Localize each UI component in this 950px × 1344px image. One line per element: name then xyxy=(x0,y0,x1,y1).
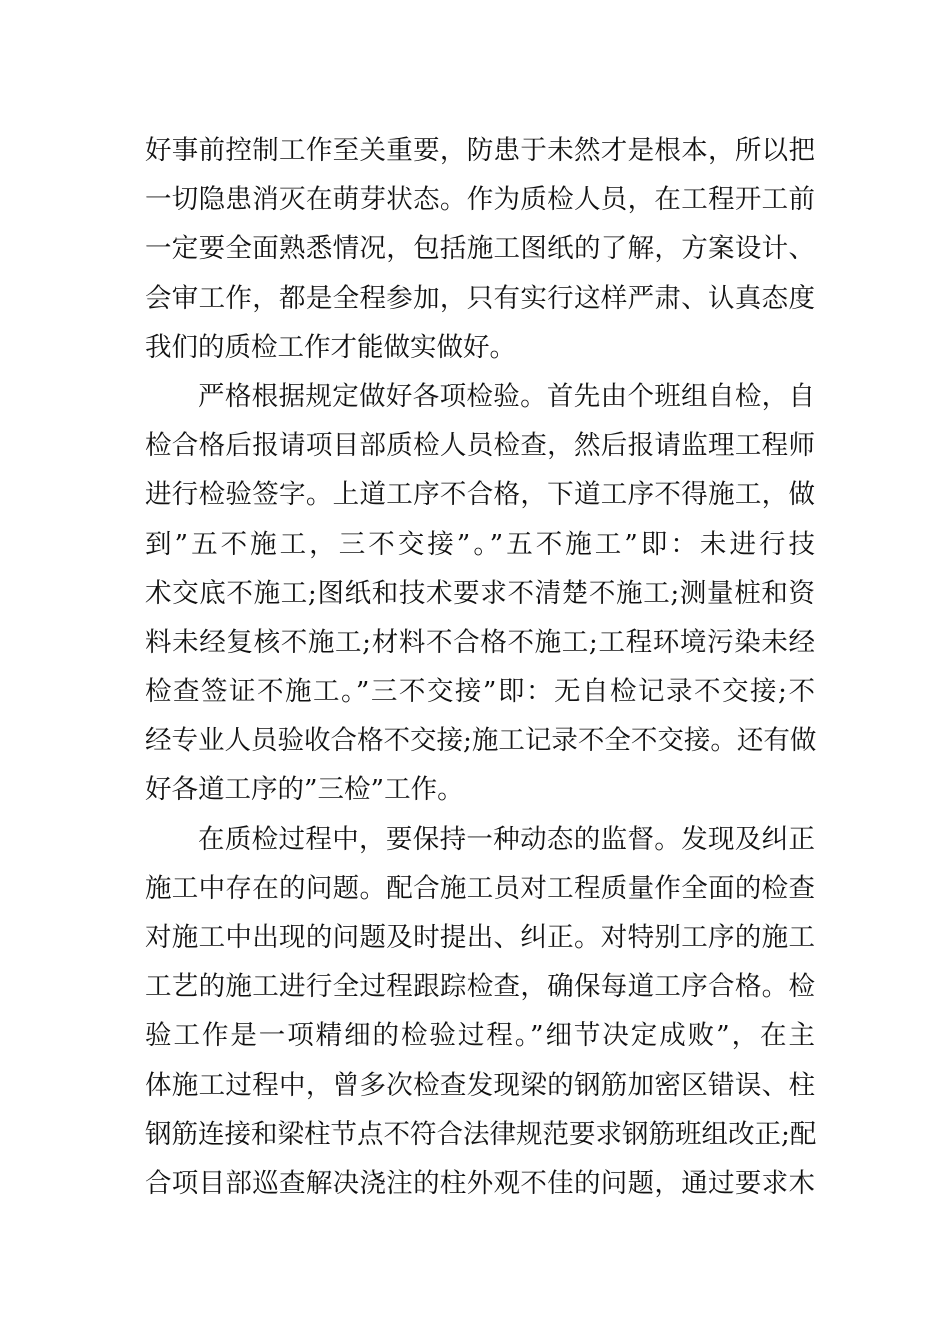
paragraph-3-line-2: 施工中存在的问题。配合施工员对工程质量作全面的检查 xyxy=(145,872,815,904)
paragraph-2-line-6: 料未经复核不施工;材料不合格不施工;工程环境污染未经 xyxy=(145,626,815,658)
paragraph-3-line-6: 体施工过程中，曾多次检查发现梁的钢筋加密区错误、柱 xyxy=(145,1069,815,1101)
paragraph-2-line-9: 好各道工序的”三检”工作。 xyxy=(145,774,464,806)
paragraph-3-line-8: 合项目部巡查解决浇注的柱外观不佳的问题，通过要求木 xyxy=(145,1167,815,1199)
paragraph-2-line-3: 进行检验签字。上道工序不合格，下道工序不得施工，做 xyxy=(145,479,815,511)
paragraph-3-line-1: 在质检过程中，要保持一种动态的监督。发现及纠正 xyxy=(198,823,815,855)
body-text xyxy=(145,126,815,1208)
paragraph-1-line-4: 会审工作，都是全程参加，只有实行这样严肃、认真态度 xyxy=(145,282,815,314)
paragraph-3-line-4: 工艺的施工进行全过程跟踪检查，确保每道工序合格。检 xyxy=(145,971,815,1003)
paragraph-1-line-2: 一切隐患消灭在萌芽状态。作为质检人员，在工程开工前 xyxy=(145,184,815,216)
paragraph-1-line-5: 我们的质检工作才能做实做好。 xyxy=(145,331,516,363)
paragraph-3-line-7: 钢筋连接和梁柱节点不符合法律规范要求钢筋班组改正;配 xyxy=(145,1118,817,1150)
paragraph-3-line-5: 验工作是一项精细的检验过程。”细节决定成败”，在主 xyxy=(145,1020,815,1052)
paragraph-1-line-3: 一定要全面熟悉情况，包括施工图纸的了解，方案设计、 xyxy=(145,233,815,265)
paragraph-3-line-3: 对施工中出现的问题及时提出、纠正。对特别工序的施工 xyxy=(145,922,815,953)
paragraph-2-line-1: 严格根据规定做好各项检验。首先由个班组自检，自 xyxy=(198,380,815,412)
paragraph-2-line-5: 术交底不施工;图纸和技术要求不清楚不施工;测量桩和资 xyxy=(145,577,815,609)
paragraph-2-line-2: 检合格后报请项目部质检人员检查，然后报请监理工程师 xyxy=(145,430,815,462)
paragraph-1-line-1: 好事前控制工作至关重要，防患于未然才是根本，所以把 xyxy=(145,135,815,166)
paragraph-2-line-4: 到”五不施工，三不交接”。”五不施工”即：未进行技 xyxy=(145,528,815,560)
paragraph-2-line-8: 经专业人员验收合格不交接;施工记录不全不交接。还有做 xyxy=(145,725,817,757)
paragraph-2-line-7: 检查签证不施工。”三不交接”即：无自检记录不交接;不 xyxy=(145,676,815,708)
